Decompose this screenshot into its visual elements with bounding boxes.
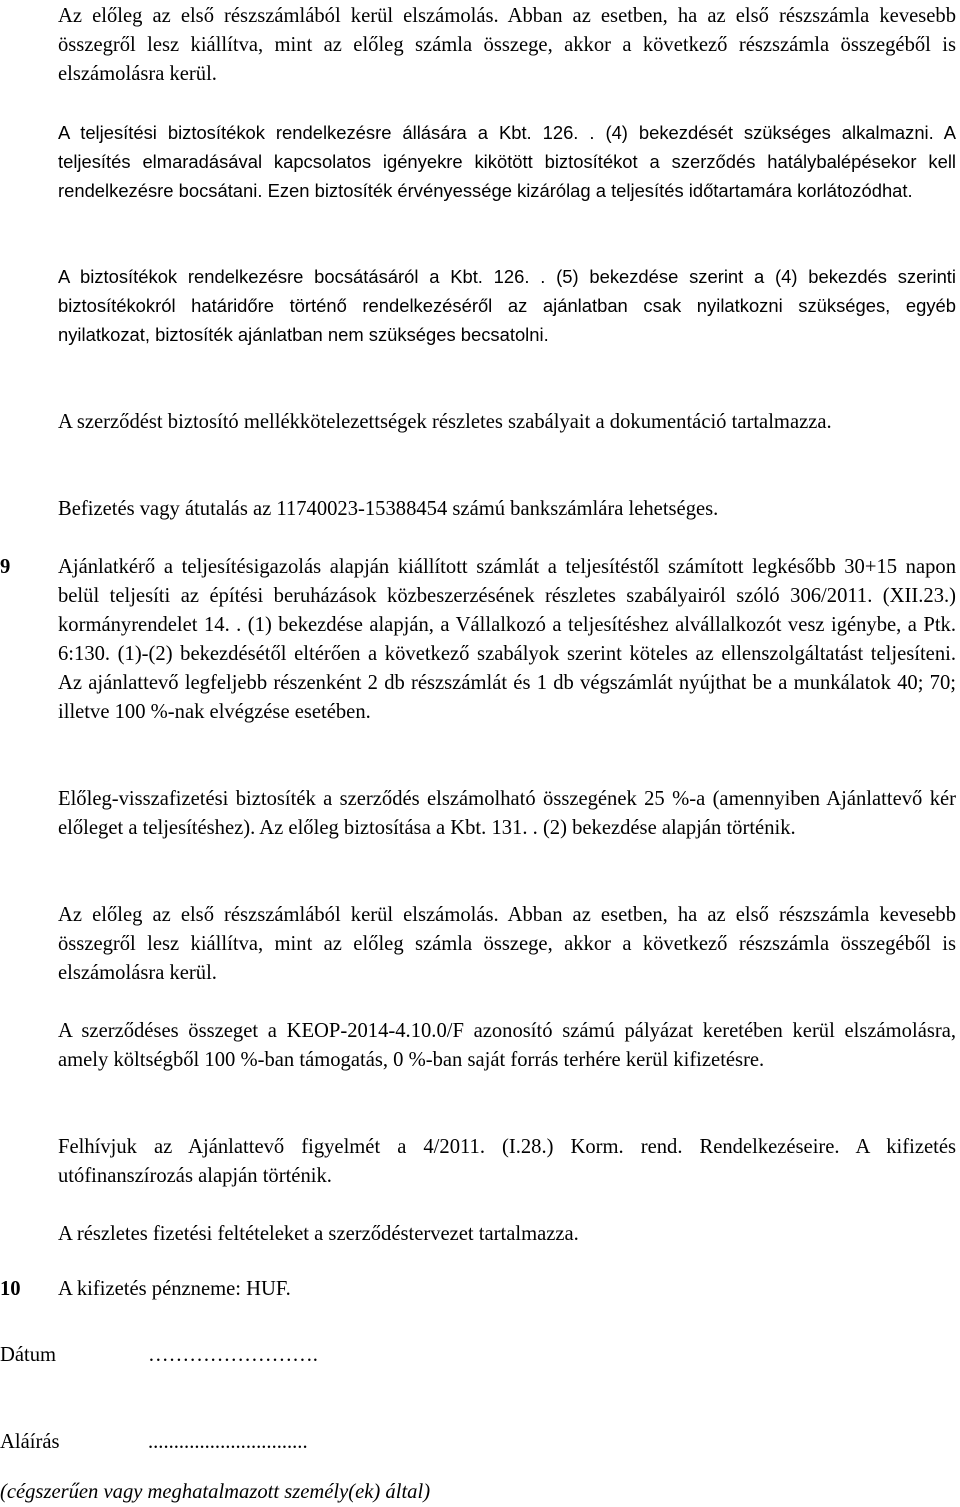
paragraph-befizetes: Befizetés vagy átutalás az 11740023-15388454 számú bankszámlára lehetséges. (58, 498, 719, 520)
datum-label: Dátum (0, 1344, 57, 1366)
alairas-value: ............................... (148, 1431, 308, 1453)
paragraph-eloleg-elszamolas-2: Az előleg az első részszámlából kerül elszámolás. Abban az esetben, ha az első részszámla kevesebb összegről lesz kiállítva, mint az előleg számla összege, akkor a következő részszámla összegéből is elszámolásra kerül. (58, 904, 956, 984)
section-number-10: 10 (0, 1278, 21, 1300)
paragraph-biztositekok-rendelkezesre: A biztosítékok rendelkezésre bocsátásáról a Kbt. 126. . (5) bekezdése szerint a (4) bekezdés szerinti biztosítékokról határidőre történő rendelkezéséről az ajánlatban csak nyilatkozni szükséges, egyéb nyilatkozat, biztosíték ajánlatban nem szükséges becsatolni. (58, 266, 956, 345)
teljesitesi-text: A teljesítési biztosítékok rendelkezésre állására a Kbt. 126. . (4) bekezdését szükséges alkalmazni. (58, 122, 934, 143)
paragraph-reszletes-feltetelek: A részletes fizetési feltételeket a szerződéstervezet tartalmazza. (58, 1223, 579, 1245)
datum-value: ……………………. (148, 1344, 318, 1366)
paragraph-szerzodest-biztosito: A szerződést biztosító mellékkötelezettségek részletes szabályait a dokumentáció tartalmazza. (58, 411, 832, 433)
teljesites-elmaradas-text: A teljesítés elmaradásával kapcsolatos igényekre kikötött biztosítékot a szerződés hatálybalépésekor kell rendelkezésre bocsátani. (58, 122, 956, 201)
ezen-biztositek-text: Ezen biztosíték érvényessége kizárólag a teljesítés időtartamára korlátozódhat. (267, 180, 913, 201)
signature-footer-note: (cégszerűen vagy meghatalmazott személy(ek) által) (0, 1481, 431, 1503)
paragraph-ajanlatkero-kifizetes: Ajánlatkérő a teljesítésigazolás alapján kiállított számlát a teljesítéstől számított legkésőbb 30+15 napon belül teljesíti az építési beruházások közbeszerzésének részletes szabályairól szóló 306/2011. (XII.23.) kormányrendelet 14. . (1) bekezdése alapján, a Vállalkozó a teljesítéshez alvállalkozót vesz igénybe, a Ptk. 6:130. (1)-(2) bekezdésétől eltérően a következő szabályok szerint köteles az ellenszolgáltatást teljesíteni. Az ajánlattevő legfeljebb részenként 2 db részszámlát és 1 db végszámlát nyújthat be a munkálatok 40; 70; illetve 100 %-nak elvégzése esetében. (58, 556, 956, 723)
paragraph-teljesitesi-biztositekok (58, 118, 956, 205)
paragraph-eloleg-elszamolas: Az előleg az első részszámlából kerül elszámolás. Abban az esetben, ha az első részszámla kevesebb összegről lesz kiállítva, mint az előleg számla összege, akkor a következő részszámla összegéből is elszámolásra kerül. (58, 5, 956, 85)
paragraph-penznem: A kifizetés pénzneme: HUF. (58, 1278, 291, 1300)
section-number-9: 9 (0, 556, 11, 578)
paragraph-szerzodeses-osszeg: A szerződéses összeget a KEOP-2014-4.10.0/F azonosító számú pályázat keretében kerül elszámolásra, amely költségből 100 %-ban támogatás, 0 %-ban saját forrás terhére kerül kifizetésre. (58, 1020, 956, 1071)
paragraph-eloleg-visszafizetesi: Előleg-visszafizetési biztosíték a szerződés elszámolható összegének 25 %-a (amennyiben Ajánlattevő kér előleget a teljesítéshez). Az előleg biztosítása a Kbt. 131. . (2) bekezdése alapján történik. (58, 788, 956, 839)
alairas-label: Aláírás (0, 1431, 60, 1453)
paragraph-felhivjuk: Felhívjuk az Ajánlattevő figyelmét a 4/2011. (I.28.) Korm. rend. Rendelkezéseire. A kifizetés utófinanszírozás alapján történik. (58, 1136, 956, 1187)
